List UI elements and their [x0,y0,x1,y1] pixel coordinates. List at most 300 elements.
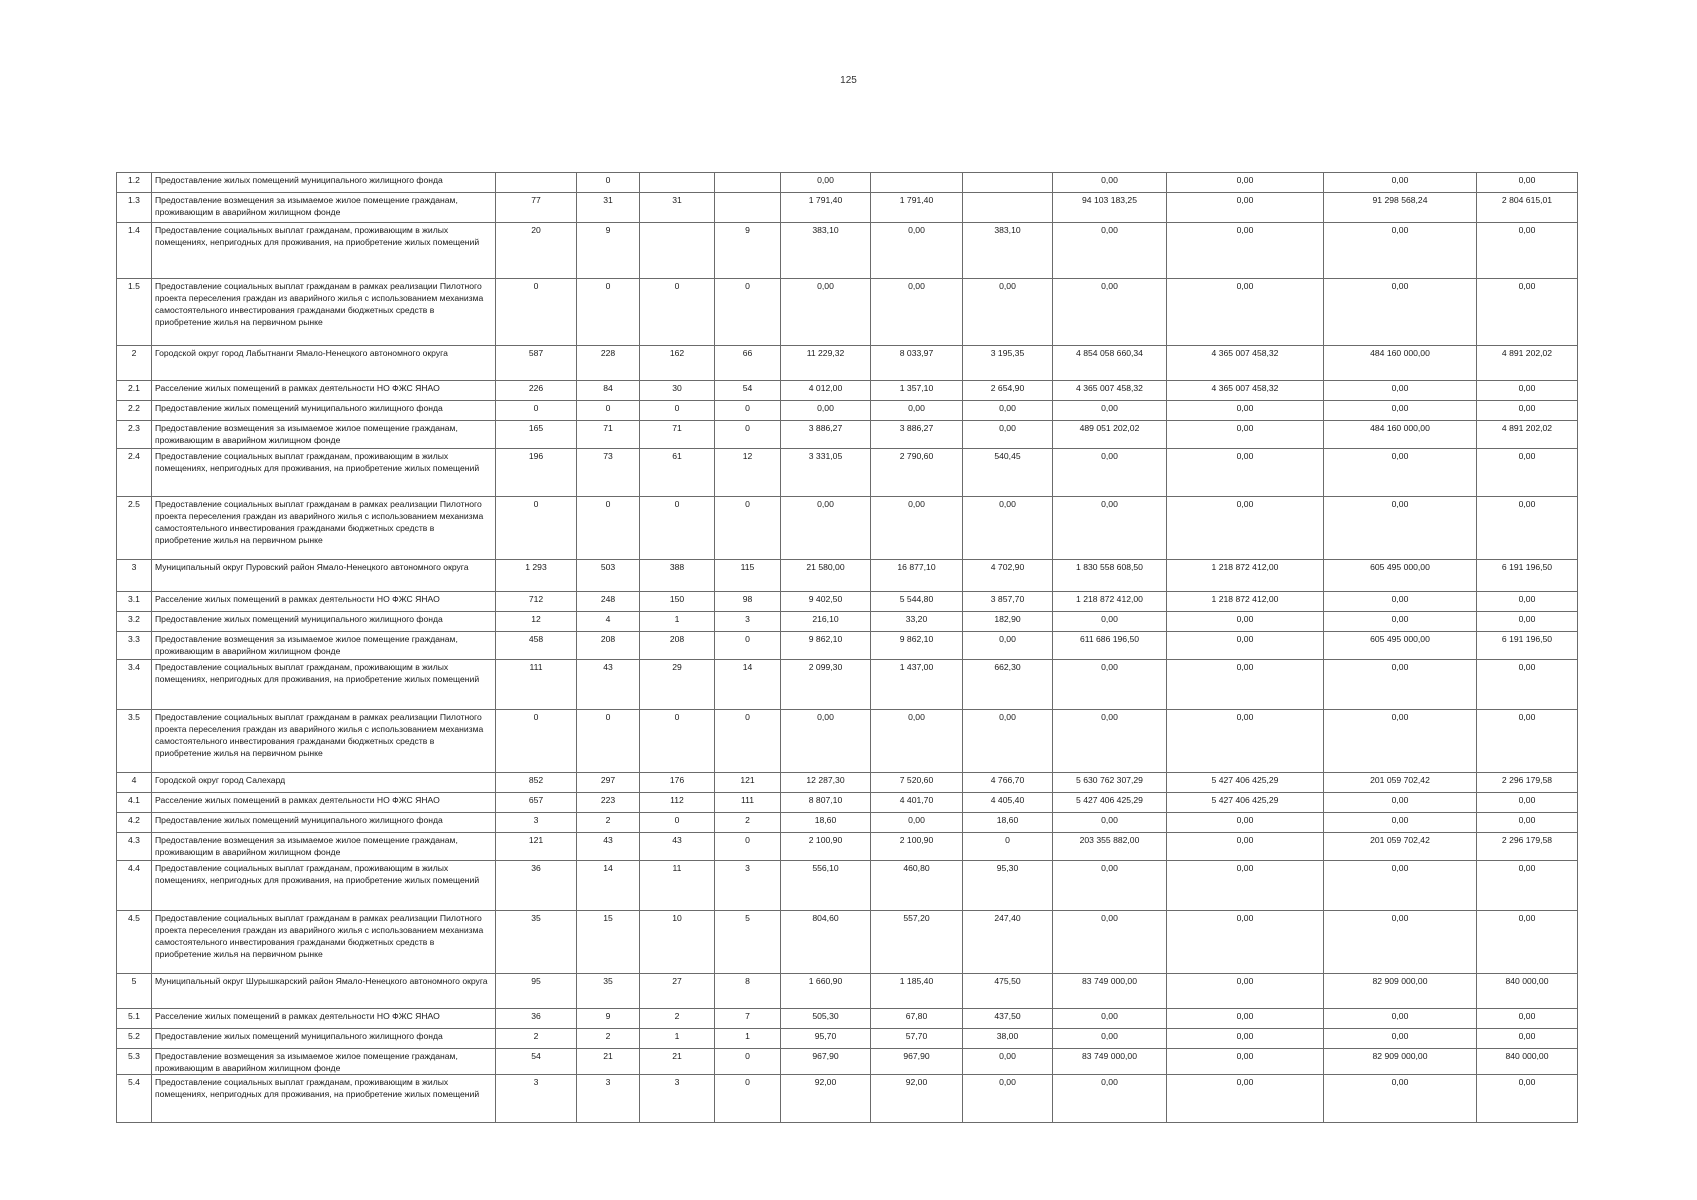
row-number: 1.2 [117,173,152,193]
table-cell-col-4: 0 [577,279,640,346]
row-name: Предоставление социальных выплат гражданам, проживающим в жилых помещениях, непригодных для проживания, на приобретение жилых помещений [152,660,496,710]
table-row [117,592,1578,612]
row-number: 3.5 [117,710,152,773]
row-name: Расселение жилых помещений в рамках деятельности НО ФЖС ЯНАО [152,381,496,401]
table-cell-col-8: 0,00 [871,401,963,421]
table-cell-col-7: 0,00 [781,173,871,193]
table-cell-col-11: 0,00 [1167,497,1324,560]
table-cell-col-9: 247,40 [963,911,1053,974]
resettlement-table [116,172,1578,1123]
table-cell-col-4: 297 [577,773,640,793]
row-number: 2.2 [117,401,152,421]
table-cell-col-13: 0,00 [1477,660,1578,710]
table-cell-col-8: 57,70 [871,1029,963,1049]
table-cell-col-8: 0,00 [871,497,963,560]
table-cell-col-11: 0,00 [1167,813,1324,833]
table-cell-col-12: 0,00 [1324,861,1477,911]
row-number: 2.1 [117,381,152,401]
table-cell-col-11: 0,00 [1167,1009,1324,1029]
table-cell-col-7: 1 791,40 [781,193,871,223]
table-cell-col-7: 0,00 [781,401,871,421]
table-cell-col-5: 11 [640,861,715,911]
row-name: Предоставление социальных выплат гражданам в рамках реализации Пилотного проекта переселения граждан из аварийного жилья с использованием механизма самостоятельного инвестирования гражданами бюджетных средств в приобретение жилья на первичном рынке [152,497,496,560]
table-cell-col-5: 43 [640,833,715,861]
row-number: 3 [117,560,152,592]
table-row [117,381,1578,401]
table-cell-col-6: 9 [715,223,781,279]
table-cell-col-10: 0,00 [1053,710,1167,773]
table-cell-col-8: 3 886,27 [871,421,963,449]
table-cell-col-5: 1 [640,1029,715,1049]
table-cell-col-3: 587 [496,346,577,381]
table-cell-col-11: 4 365 007 458,32 [1167,346,1324,381]
table-cell-col-9: 662,30 [963,660,1053,710]
table-cell-col-12: 0,00 [1324,1029,1477,1049]
table-cell-col-12: 0,00 [1324,497,1477,560]
table-cell-col-11: 0,00 [1167,173,1324,193]
table-cell-col-9: 0,00 [963,1049,1053,1075]
table-cell-col-7: 0,00 [781,497,871,560]
row-number: 4 [117,773,152,793]
table-cell-col-5: 1 [640,612,715,632]
table-cell-col-7: 505,30 [781,1009,871,1029]
table-cell-col-3: 0 [496,710,577,773]
table-cell-col-5: 0 [640,401,715,421]
row-number: 2.4 [117,449,152,497]
table-cell-col-5: 112 [640,793,715,813]
row-name: Предоставление жилых помещений муниципального жилищного фонда [152,401,496,421]
table-cell-col-3: 20 [496,223,577,279]
table-row [117,660,1578,710]
table-cell-col-9: 0,00 [963,710,1053,773]
table-cell-col-4: 228 [577,346,640,381]
table-cell-col-6: 1 [715,1029,781,1049]
table-cell-col-7: 0,00 [781,279,871,346]
table-row [117,1049,1578,1075]
row-number: 3.1 [117,592,152,612]
table-cell-col-7: 2 099,30 [781,660,871,710]
table-cell-col-4: 208 [577,632,640,660]
table-cell-col-12: 484 160 000,00 [1324,346,1477,381]
table-cell-col-11: 0,00 [1167,1049,1324,1075]
table-cell-col-4: 9 [577,223,640,279]
table-cell-col-5: 3 [640,1075,715,1123]
row-name: Предоставление социальных выплат гражданам, проживающим в жилых помещениях, непригодных для проживания, на приобретение жилых помещений [152,449,496,497]
table-body [117,173,1578,1123]
table-cell-col-7: 11 229,32 [781,346,871,381]
table-cell-col-10: 0,00 [1053,279,1167,346]
table-cell-col-9: 182,90 [963,612,1053,632]
table-cell-col-6: 115 [715,560,781,592]
table-cell-col-9: 0,00 [963,401,1053,421]
table-cell-col-13: 0,00 [1477,401,1578,421]
table-cell-col-4: 43 [577,833,640,861]
table-cell-col-11: 0,00 [1167,193,1324,223]
table-row [117,1009,1578,1029]
table-cell-col-3: 196 [496,449,577,497]
row-number: 2.5 [117,497,152,560]
table-cell-col-13: 2 296 179,58 [1477,773,1578,793]
table-cell-col-6: 0 [715,1049,781,1075]
table-row [117,710,1578,773]
row-number: 5.3 [117,1049,152,1075]
table-cell-col-9: 95,30 [963,861,1053,911]
table-cell-col-10: 0,00 [1053,1009,1167,1029]
table-cell-col-3: 121 [496,833,577,861]
table-cell-col-9 [963,173,1053,193]
table-cell-col-10: 0,00 [1053,861,1167,911]
table-cell-col-10: 0,00 [1053,173,1167,193]
table-cell-col-10: 83 749 000,00 [1053,974,1167,1009]
row-name: Предоставление социальных выплат гражданам, проживающим в жилых помещениях, непригодных для проживания, на приобретение жилых помещений [152,861,496,911]
table-cell-col-3: 458 [496,632,577,660]
table-cell-col-5: 150 [640,592,715,612]
table-cell-col-3: 36 [496,1009,577,1029]
table-cell-col-4: 84 [577,381,640,401]
table-row [117,773,1578,793]
row-number: 5.1 [117,1009,152,1029]
table-cell-col-9: 0,00 [963,421,1053,449]
table-cell-col-4: 0 [577,173,640,193]
row-name: Предоставление возмещения за изымаемое жилое помещение гражданам, проживающим в аварийном жилищном фонде [152,1049,496,1075]
table-cell-col-10: 0,00 [1053,1075,1167,1123]
table-cell-col-11: 5 427 406 425,29 [1167,793,1324,813]
table-cell-col-6: 0 [715,279,781,346]
table-cell-col-10: 4 365 007 458,32 [1053,381,1167,401]
table-cell-col-12: 0,00 [1324,381,1477,401]
table-cell-col-4: 0 [577,710,640,773]
table-cell-col-8: 0,00 [871,710,963,773]
table-row [117,813,1578,833]
table-cell-col-8: 9 862,10 [871,632,963,660]
table-cell-col-10: 94 103 183,25 [1053,193,1167,223]
table-cell-col-11: 0,00 [1167,421,1324,449]
table-cell-col-4: 71 [577,421,640,449]
table-cell-col-9 [963,193,1053,223]
table-cell-col-9: 0,00 [963,632,1053,660]
table-cell-col-4: 2 [577,813,640,833]
table-cell-col-10: 0,00 [1053,401,1167,421]
table-cell-col-7: 3 886,27 [781,421,871,449]
table-cell-col-8: 2 100,90 [871,833,963,861]
table-cell-col-7: 383,10 [781,223,871,279]
table-cell-col-13: 0,00 [1477,381,1578,401]
table-cell-col-6: 0 [715,497,781,560]
table-cell-col-13: 0,00 [1477,223,1578,279]
row-name: Предоставление жилых помещений муниципального жилищного фонда [152,1029,496,1049]
table-cell-col-5: 21 [640,1049,715,1075]
table-cell-col-5: 10 [640,911,715,974]
table-cell-col-5: 176 [640,773,715,793]
row-name: Предоставление жилых помещений муниципального жилищного фонда [152,612,496,632]
row-name: Предоставление жилых помещений муниципального жилищного фонда [152,813,496,833]
table-cell-col-4: 31 [577,193,640,223]
table-cell-col-4: 0 [577,497,640,560]
table-cell-col-12: 0,00 [1324,279,1477,346]
row-name: Расселение жилых помещений в рамках деятельности НО ФЖС ЯНАО [152,793,496,813]
row-name: Предоставление социальных выплат гражданам в рамках реализации Пилотного проекта переселения граждан из аварийного жилья с использованием механизма самостоятельного инвестирования гражданами бюджетных средств в приобретение жилья на первичном рынке [152,279,496,346]
table-row [117,279,1578,346]
table-cell-col-12: 0,00 [1324,660,1477,710]
table-cell-col-7: 3 331,05 [781,449,871,497]
table-cell-col-8: 460,80 [871,861,963,911]
row-name: Муниципальный округ Шурышкарский район Ямало-Ненецкого автономного округа [152,974,496,1009]
table-cell-col-9: 475,50 [963,974,1053,1009]
table-cell-col-7: 9 862,10 [781,632,871,660]
table-cell-col-9: 4 766,70 [963,773,1053,793]
table-cell-col-11: 0,00 [1167,632,1324,660]
table-cell-col-10: 5 427 406 425,29 [1053,793,1167,813]
table-cell-col-13: 0,00 [1477,911,1578,974]
row-number: 1.5 [117,279,152,346]
table-cell-col-12: 0,00 [1324,911,1477,974]
table-cell-col-3: 0 [496,497,577,560]
table-cell-col-3: 3 [496,813,577,833]
row-number: 1.4 [117,223,152,279]
row-name: Предоставление жилых помещений муниципального жилищного фонда [152,173,496,193]
row-name: Городской округ город Салехард [152,773,496,793]
table-row [117,911,1578,974]
table-cell-col-10: 1 218 872 412,00 [1053,592,1167,612]
table-cell-col-4: 223 [577,793,640,813]
table-cell-col-7: 967,90 [781,1049,871,1075]
table-cell-col-12: 0,00 [1324,813,1477,833]
table-cell-col-10: 0,00 [1053,813,1167,833]
table-cell-col-12: 201 059 702,42 [1324,833,1477,861]
table-cell-col-10: 1 830 558 608,50 [1053,560,1167,592]
table-cell-col-9: 0,00 [963,1075,1053,1123]
table-cell-col-8 [871,173,963,193]
table-row [117,974,1578,1009]
page-number: 125 [840,75,857,86]
table-cell-col-3: 3 [496,1075,577,1123]
table-cell-col-3: 35 [496,911,577,974]
table-cell-col-11: 5 427 406 425,29 [1167,773,1324,793]
row-name: Муниципальный округ Пуровский район Ямало-Ненецкого автономного округа [152,560,496,592]
table-cell-col-8: 0,00 [871,813,963,833]
table-cell-col-6: 8 [715,974,781,1009]
table-cell-col-9: 540,45 [963,449,1053,497]
table-cell-col-5: 2 [640,1009,715,1029]
row-number: 5 [117,974,152,1009]
table-row [117,401,1578,421]
table-cell-col-7: 216,10 [781,612,871,632]
table-cell-col-6: 0 [715,1075,781,1123]
row-number: 4.5 [117,911,152,974]
table-cell-col-7: 1 660,90 [781,974,871,1009]
table-cell-col-12: 484 160 000,00 [1324,421,1477,449]
table-cell-col-13: 2 804 615,01 [1477,193,1578,223]
table-cell-col-13: 0,00 [1477,279,1578,346]
table-cell-col-9: 3 857,70 [963,592,1053,612]
table-row [117,1029,1578,1049]
table-cell-col-12: 0,00 [1324,1075,1477,1123]
row-number: 4.3 [117,833,152,861]
table-cell-col-10: 0,00 [1053,449,1167,497]
table-cell-col-11: 0,00 [1167,710,1324,773]
table-cell-col-4: 43 [577,660,640,710]
table-cell-col-4: 248 [577,592,640,612]
table-cell-col-7: 2 100,90 [781,833,871,861]
table-cell-col-4: 0 [577,401,640,421]
table-cell-col-5: 0 [640,813,715,833]
table-cell-col-9: 18,60 [963,813,1053,833]
table-cell-col-4: 35 [577,974,640,1009]
table-cell-col-12: 0,00 [1324,793,1477,813]
table-cell-col-7: 12 287,30 [781,773,871,793]
table-cell-col-9: 0,00 [963,497,1053,560]
table-cell-col-12: 0,00 [1324,401,1477,421]
table-cell-col-9: 4 702,90 [963,560,1053,592]
table-cell-col-12: 0,00 [1324,223,1477,279]
table-cell-col-10: 0,00 [1053,223,1167,279]
table-cell-col-5: 30 [640,381,715,401]
table-cell-col-7: 95,70 [781,1029,871,1049]
table-cell-col-10: 0,00 [1053,497,1167,560]
table-cell-col-7: 556,10 [781,861,871,911]
table-row [117,560,1578,592]
row-number: 1.3 [117,193,152,223]
table-cell-col-5 [640,223,715,279]
table-cell-col-11: 0,00 [1167,974,1324,1009]
table-row [117,833,1578,861]
table-cell-col-3: 2 [496,1029,577,1049]
row-number: 5.2 [117,1029,152,1049]
row-number: 2.3 [117,421,152,449]
row-number: 3.3 [117,632,152,660]
table-cell-col-6: 2 [715,813,781,833]
table-cell-col-10: 0,00 [1053,660,1167,710]
table-cell-col-6: 98 [715,592,781,612]
table-cell-col-13: 840 000,00 [1477,1049,1578,1075]
table-cell-col-11: 0,00 [1167,660,1324,710]
row-name: Предоставление возмещения за изымаемое жилое помещение гражданам, проживающим в аварийном жилищном фонде [152,632,496,660]
table-cell-col-8: 1 791,40 [871,193,963,223]
resettlement-table-container [116,172,1567,1123]
table-cell-col-7: 804,60 [781,911,871,974]
table-cell-col-6: 121 [715,773,781,793]
table-cell-col-13: 4 891 202,02 [1477,346,1578,381]
table-cell-col-12: 91 298 568,24 [1324,193,1477,223]
row-name: Расселение жилых помещений в рамках деятельности НО ФЖС ЯНАО [152,592,496,612]
table-cell-col-4: 73 [577,449,640,497]
table-cell-col-7: 0,00 [781,710,871,773]
table-cell-col-10: 4 854 058 660,34 [1053,346,1167,381]
table-cell-col-13: 4 891 202,02 [1477,421,1578,449]
table-cell-col-6: 66 [715,346,781,381]
table-cell-col-3: 712 [496,592,577,612]
row-number: 2 [117,346,152,381]
table-cell-col-11: 1 218 872 412,00 [1167,592,1324,612]
table-row [117,497,1578,560]
table-cell-col-9: 0,00 [963,279,1053,346]
table-cell-col-3 [496,173,577,193]
table-cell-col-12: 82 909 000,00 [1324,1049,1477,1075]
table-cell-col-12: 0,00 [1324,710,1477,773]
table-cell-col-11: 0,00 [1167,401,1324,421]
table-cell-col-6: 3 [715,861,781,911]
table-row [117,793,1578,813]
row-name: Предоставление возмещения за изымаемое жилое помещение гражданам, проживающим в аварийном жилищном фонде [152,833,496,861]
table-cell-col-12: 605 495 000,00 [1324,560,1477,592]
table-cell-col-13: 6 191 196,50 [1477,632,1578,660]
table-cell-col-13: 0,00 [1477,1075,1578,1123]
table-cell-col-9: 3 195,35 [963,346,1053,381]
row-number: 3.2 [117,612,152,632]
table-cell-col-4: 9 [577,1009,640,1029]
table-cell-col-7: 92,00 [781,1075,871,1123]
table-cell-col-13: 0,00 [1477,1009,1578,1029]
table-cell-col-4: 21 [577,1049,640,1075]
table-cell-col-5: 388 [640,560,715,592]
table-row [117,632,1578,660]
table-cell-col-12: 605 495 000,00 [1324,632,1477,660]
table-cell-col-5 [640,173,715,193]
table-cell-col-8: 1 185,40 [871,974,963,1009]
row-name: Предоставление социальных выплат гражданам в рамках реализации Пилотного проекта переселения граждан из аварийного жилья с использованием механизма самостоятельного инвестирования гражданами бюджетных средств в приобретение жилья на первичном рынке [152,710,496,773]
table-cell-col-4: 503 [577,560,640,592]
table-cell-col-13: 0,00 [1477,449,1578,497]
table-cell-col-8: 0,00 [871,279,963,346]
table-cell-col-8: 4 401,70 [871,793,963,813]
table-cell-col-4: 14 [577,861,640,911]
table-cell-col-6 [715,173,781,193]
table-row [117,1075,1578,1123]
table-cell-col-6: 0 [715,833,781,861]
table-cell-col-13: 6 191 196,50 [1477,560,1578,592]
table-cell-col-7: 9 402,50 [781,592,871,612]
table-cell-col-13: 0,00 [1477,793,1578,813]
table-cell-col-5: 162 [640,346,715,381]
table-cell-col-4: 15 [577,911,640,974]
table-cell-col-13: 0,00 [1477,813,1578,833]
table-cell-col-12: 201 059 702,42 [1324,773,1477,793]
table-cell-col-6: 12 [715,449,781,497]
table-cell-col-6: 0 [715,421,781,449]
row-name: Предоставление социальных выплат гражданам, проживающим в жилых помещениях, непригодных для проживания, на приобретение жилых помещений [152,223,496,279]
table-cell-col-4: 4 [577,612,640,632]
table-cell-col-11: 4 365 007 458,32 [1167,381,1324,401]
table-cell-col-9: 437,50 [963,1009,1053,1029]
table-cell-col-8: 7 520,60 [871,773,963,793]
table-cell-col-8: 16 877,10 [871,560,963,592]
table-cell-col-11: 0,00 [1167,449,1324,497]
table-cell-col-11: 0,00 [1167,223,1324,279]
table-cell-col-10: 611 686 196,50 [1053,632,1167,660]
row-name: Предоставление социальных выплат гражданам, проживающим в жилых помещениях, непригодных для проживания, на приобретение жилых помещений [152,1075,496,1123]
table-cell-col-10: 0,00 [1053,911,1167,974]
table-cell-col-13: 0,00 [1477,497,1578,560]
table-cell-col-5: 0 [640,279,715,346]
table-cell-col-7: 8 807,10 [781,793,871,813]
table-cell-col-5: 61 [640,449,715,497]
table-cell-col-8: 557,20 [871,911,963,974]
table-cell-col-11: 0,00 [1167,612,1324,632]
table-cell-col-8: 8 033,97 [871,346,963,381]
table-cell-col-8: 67,80 [871,1009,963,1029]
table-cell-col-10: 83 749 000,00 [1053,1049,1167,1075]
table-cell-col-3: 12 [496,612,577,632]
row-name: Расселение жилых помещений в рамках деятельности НО ФЖС ЯНАО [152,1009,496,1029]
table-cell-col-3: 226 [496,381,577,401]
table-cell-col-3: 0 [496,279,577,346]
table-row [117,421,1578,449]
table-cell-col-11: 0,00 [1167,279,1324,346]
table-cell-col-5: 0 [640,710,715,773]
table-cell-col-13: 0,00 [1477,710,1578,773]
table-cell-col-6: 0 [715,401,781,421]
row-number: 4.2 [117,813,152,833]
